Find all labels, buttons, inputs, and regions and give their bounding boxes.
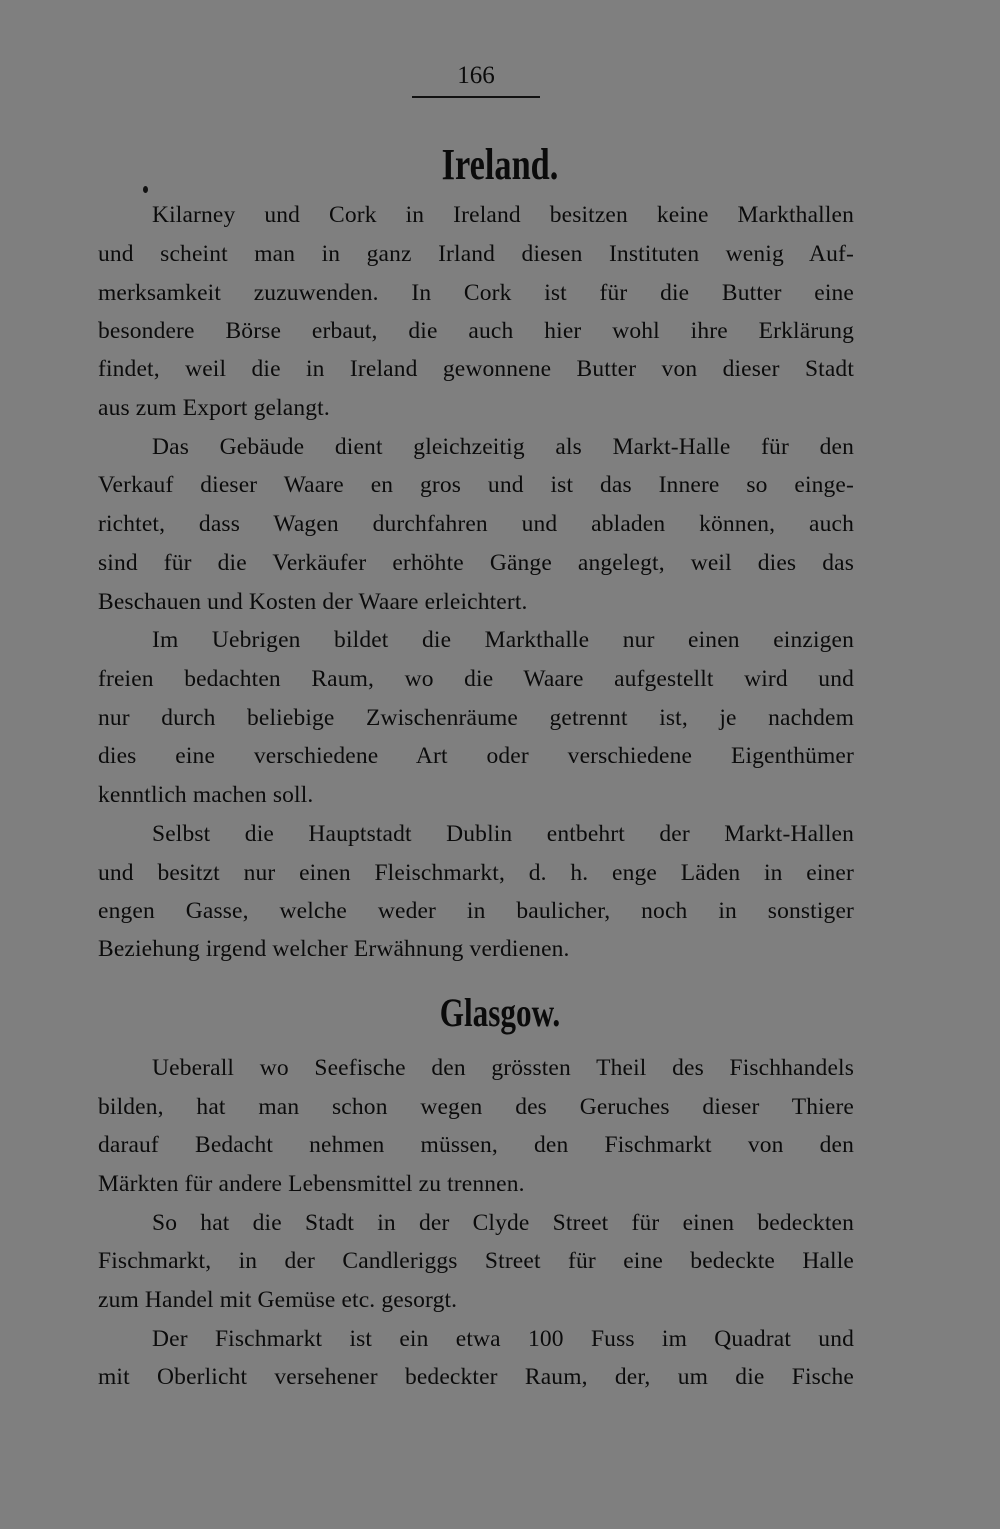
- text-line: Selbst die Hauptstadt Dublin entbehrt der Markt-Hallen: [152, 821, 854, 847]
- text-line: Beziehung irgend welcher Erwähnung verdienen.: [98, 936, 570, 962]
- text-line: und besitzt nur einen Fleischmarkt, d. h. enge Läden in einer: [98, 860, 854, 886]
- page-number-rule: [412, 96, 540, 98]
- text-line: merksamkeit zuzuwenden. In Cork ist für die Butter eine: [98, 280, 854, 306]
- page-number: 166: [457, 62, 495, 89]
- text-line: Ueberall wo Seefische den grössten Theil des Fischhandels: [152, 1055, 854, 1081]
- text-line: Beschauen und Kosten der Waare erleichtert.: [98, 589, 528, 615]
- print-speck: [143, 186, 148, 193]
- text-line: Im Uebrigen bildet die Markthalle nur einen einzigen: [152, 627, 854, 653]
- text-line: freien bedachten Raum, wo die Waare aufgestellt wird und: [98, 666, 854, 692]
- text-line: und scheint man in ganz Irland diesen Instituten wenig Auf-: [98, 241, 854, 267]
- section-heading-glasgow: Glasgow.: [439, 990, 561, 1035]
- text-line: besondere Börse erbaut, die auch hier wohl ihre Erklärung: [98, 318, 854, 344]
- text-line: Kilarney und Cork in Ireland besitzen keine Markthallen: [152, 202, 854, 228]
- text-line: Das Gebäude dient gleichzeitig als Markt-Halle für den: [152, 434, 854, 460]
- text-line: Fischmarkt, in der Candleriggs Street für eine bedeckte Halle: [98, 1248, 854, 1274]
- text-line: aus zum Export gelangt.: [98, 395, 330, 421]
- text-line: engen Gasse, welche weder in baulicher, noch in sonstiger: [98, 898, 854, 924]
- text-line: bilden, hat man schon wegen des Geruches dieser Thiere: [98, 1094, 854, 1120]
- text-line: nur durch beliebige Zwischenräume getrennt ist, je nachdem: [98, 705, 854, 731]
- section-heading-ireland: Ireland.: [441, 140, 559, 189]
- text-line: Der Fischmarkt ist ein etwa 100 Fuss im Quadrat und: [152, 1326, 854, 1352]
- text-line: richtet, dass Wagen durchfahren und abladen können, auch: [98, 511, 854, 537]
- text-line: findet, weil die in Ireland gewonnene Butter von dieser Stadt: [98, 356, 854, 382]
- text-line: zum Handel mit Gemüse etc. gesorgt.: [98, 1287, 458, 1313]
- text-line: mit Oberlicht versehener bedeckter Raum, der, um die Fische: [98, 1364, 854, 1390]
- text-line: dies eine verschiedene Art oder verschiedene Eigenthümer: [98, 743, 854, 769]
- text-line: sind für die Verkäufer erhöhte Gänge angelegt, weil dies das: [98, 550, 854, 576]
- text-line: Märkten für andere Lebensmittel zu trennen.: [98, 1171, 525, 1197]
- text-line: Verkauf dieser Waare en gros und ist das Innere so einge-: [98, 472, 854, 498]
- text-line: kenntlich machen soll.: [98, 782, 314, 808]
- text-line: darauf Bedacht nehmen müssen, den Fischmarkt von den: [98, 1132, 854, 1158]
- text-line: So hat die Stadt in der Clyde Street für einen bedeckten: [152, 1210, 854, 1236]
